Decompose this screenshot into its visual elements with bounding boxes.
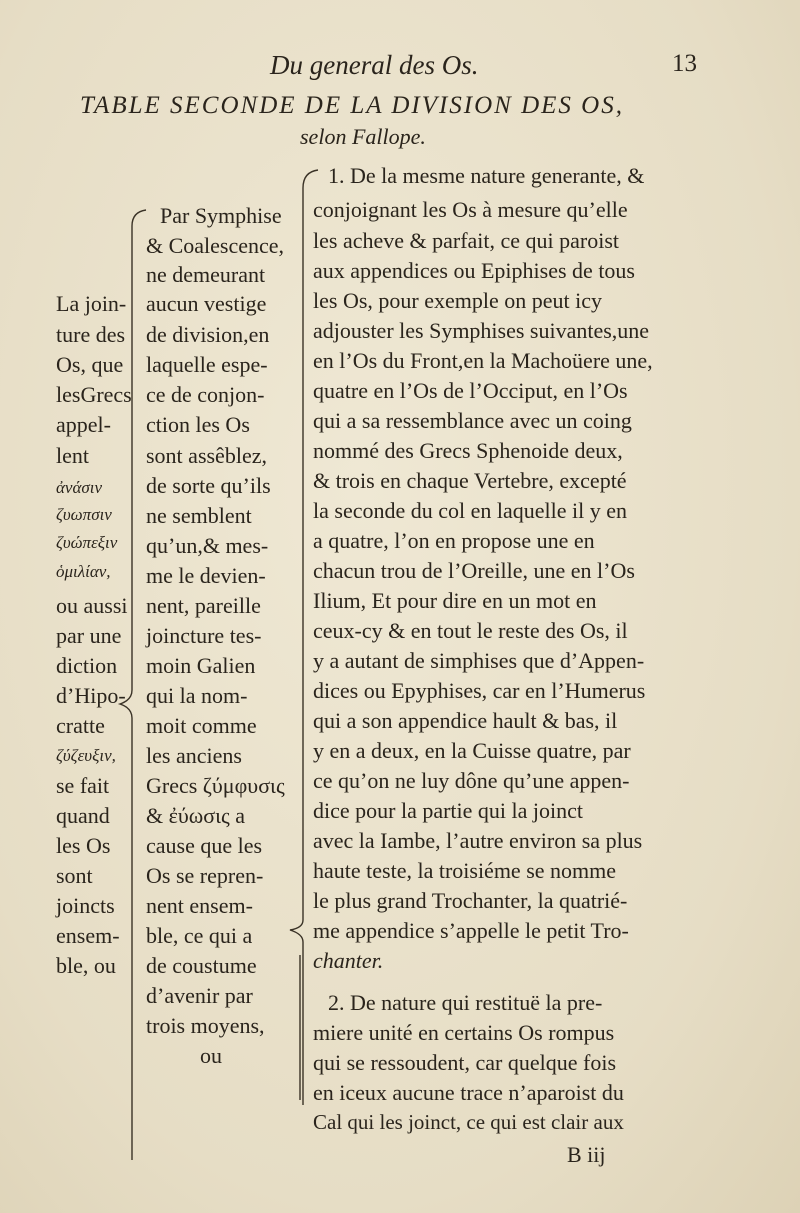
right-column-line: les acheve & parfait, ce qui paroist xyxy=(313,228,620,253)
left-column-line: d’Hipo- xyxy=(56,683,126,708)
middle-column-line: trois moyens, xyxy=(146,1013,265,1038)
right-column-line: haute teste, la troisiéme se nomme xyxy=(313,858,617,883)
middle-column-line: Os se repren- xyxy=(146,863,264,888)
left-column-line: Os, que xyxy=(56,352,124,377)
left-column-line: La join- xyxy=(56,291,127,316)
right-column-line: y a autant de simphises que d’Appen- xyxy=(313,648,645,673)
middle-column-line: laquelle espe- xyxy=(146,352,268,377)
right-column-line: dice pour la partie qui la joinct xyxy=(313,798,584,823)
left-column-line: ζυώπεξιν xyxy=(56,533,118,552)
middle-column-line: cause que les xyxy=(146,833,263,858)
middle-column-line: moin Galien xyxy=(146,653,256,678)
right-column-line: 1. De la mesme nature generante, & xyxy=(328,163,645,188)
middle-column-line: d’avenir par xyxy=(146,983,253,1008)
middle-column-line: moit comme xyxy=(146,713,257,738)
left-column-line: ὁμιλίαν, xyxy=(56,562,111,581)
middle-column-line: ne demeurant xyxy=(146,262,266,287)
left-column-line: lesGrecs xyxy=(56,382,132,407)
right-column-line: qui se ressoudent, car quelque fois xyxy=(313,1050,617,1075)
right-column-line: miere unité en certains Os rompus xyxy=(313,1020,615,1045)
middle-column-line: ce de conjon- xyxy=(146,382,265,407)
right-column-line: le plus grand Trochanter, la quatrié- xyxy=(313,888,628,913)
middle-column-line: de sorte qu’ils xyxy=(146,473,271,498)
left-column-line: ture des xyxy=(56,322,126,347)
left-column-line: ble, ou xyxy=(56,953,116,978)
right-column-line: chanter. xyxy=(313,948,384,973)
left-column-line: les Os xyxy=(56,833,111,858)
page-number: 13 xyxy=(672,50,697,77)
left-column-line: ensem- xyxy=(56,923,120,948)
right-column-line: conjoignant les Os à mesure qu’elle xyxy=(313,197,628,222)
left-column-line: appel- xyxy=(56,412,111,437)
middle-column-line: qu’un,& mes- xyxy=(146,533,269,558)
left-column-line: lent xyxy=(56,443,89,468)
left-column-line: joincts xyxy=(56,893,115,918)
signature-mark: B iij xyxy=(567,1142,606,1167)
right-column-line: dices ou Epyphises, car en l’Humerus xyxy=(313,678,646,703)
table-title: TABLE SECONDE DE LA DIVISION DES OS, xyxy=(80,92,624,119)
left-column-line: sont xyxy=(56,863,93,888)
right-column-line: Cal qui les joinct, ce qui est clair aux xyxy=(313,1110,624,1134)
right-column-line: en l’Os du Front,en la Machoüere une, xyxy=(313,348,653,373)
middle-column-line: de coustume xyxy=(146,953,257,978)
right-column-line: 2. De nature qui restituë la pre- xyxy=(328,990,603,1015)
right-column-line: qui a sa ressemblance avec un coing xyxy=(313,408,632,433)
right-column-line: quatre en l’Os de l’Occiput, en l’Os xyxy=(313,378,628,403)
right-column-line: ce qu’on ne luy dône qu’une appen- xyxy=(313,768,630,793)
right-column-line: aux appendices ou Epiphises de tous xyxy=(313,258,635,283)
left-column-line: ζυωπσιν xyxy=(56,505,112,524)
right-column-line: me appendice s’appelle le petit Tro- xyxy=(313,918,629,943)
middle-column-line: ble, ce qui a xyxy=(146,923,253,948)
middle-column-line: Grecs ζύμφυσις xyxy=(146,773,285,798)
right-column-line: y en a deux, en la Cuisse quatre, par xyxy=(313,738,631,763)
right-column-line: a quatre, l’on en propose une en xyxy=(313,528,595,553)
right-column-line: qui a son appendice hault & bas, il xyxy=(313,708,618,733)
left-column-line: cratte xyxy=(56,713,105,738)
middle-column-line: & Coalescence, xyxy=(146,233,285,258)
left-column-line: se fait xyxy=(56,773,110,798)
right-column-line: les Os, pour exemple on peut icy xyxy=(313,288,602,313)
middle-column-line: sont assêblez, xyxy=(146,443,267,468)
right-column-line: en iceux aucune trace n’aparoist du xyxy=(313,1080,624,1105)
left-column-line: ἀνάσιν xyxy=(56,478,103,497)
middle-column-line: les anciens xyxy=(146,743,242,768)
middle-column-line: aucun vestige xyxy=(146,291,267,316)
middle-column-line: ou xyxy=(200,1043,222,1068)
left-column-line: ou aussi xyxy=(56,593,128,618)
middle-column-line: ction les Os xyxy=(146,412,250,437)
right-column-line: nommé des Grecs Sphenoide deux, xyxy=(313,438,623,463)
right-column-line: chacun trou de l’Oreille, une en l’Os xyxy=(313,558,635,583)
right-column-line: avec la Iambe, l’autre environ sa plus xyxy=(313,828,643,853)
middle-column-line: nent ensem- xyxy=(146,893,253,918)
left-column-line: quand xyxy=(56,803,110,828)
middle-column-line: nent, pareille xyxy=(146,593,261,618)
running-title: Du general des Os. xyxy=(270,50,479,80)
left-column-line: par une xyxy=(56,623,122,648)
right-column-line: adjouster les Symphises suivantes,une xyxy=(313,318,650,343)
right-column-line: la seconde du col en laquelle il y en xyxy=(313,498,627,523)
right-column-line: ceux-cy & en tout le reste des Os, il xyxy=(313,618,628,643)
middle-column-line: me le devien- xyxy=(146,563,266,588)
middle-column-line: joincture tes- xyxy=(146,623,262,648)
middle-column-line: & ἐύωσις a xyxy=(146,803,245,828)
middle-column-line: de division,en xyxy=(146,322,270,347)
middle-column-line: qui la nom- xyxy=(146,683,248,708)
right-column-line: Ilium, Et pour dire en un mot en xyxy=(313,588,597,613)
middle-column-line: Par Symphise xyxy=(160,203,282,228)
middle-column-line: ne semblent xyxy=(146,503,252,528)
table-subtitle: selon Fallope. xyxy=(300,124,426,149)
right-column-line: & trois en chaque Vertebre, excepté xyxy=(313,468,627,493)
left-column-line: ζύζευξιν, xyxy=(56,746,116,765)
left-column-line: diction xyxy=(56,653,118,678)
